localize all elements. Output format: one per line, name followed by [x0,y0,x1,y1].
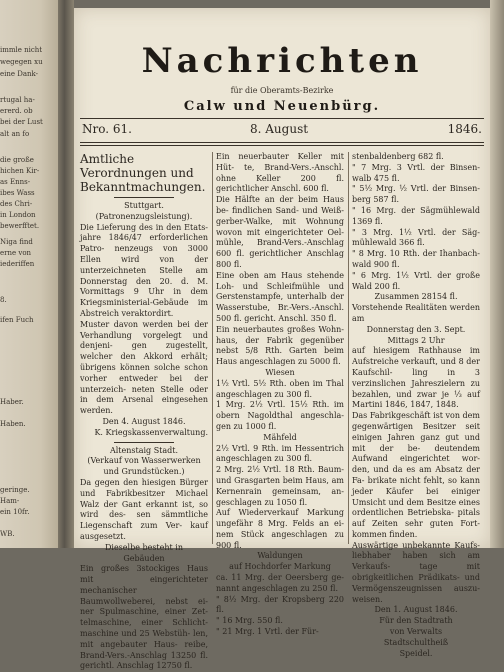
previous-page-line: immle nicht [0,46,43,54]
book-gutter [58,0,74,548]
notice-signature: von Verwalts [389,627,443,637]
notice-text: 2½ Vrtl. 9 Rth. im Hessentrich angeschlagen zu 300 fl. [216,443,344,464]
notice-text: 1 Mrg. 2½ Vrtl. 15½ Rth. im obern Nagoldthal angeschla- gen zu 1000 fl. [216,400,344,431]
notice-text: Das Fabrikgeschäft ist von dem gegenwärtigen Besitzer seit einigen Jahren ganz gut und mit der be- deutendem Aufwand eingerichtet wor- den, und da es am Absatz der Fa- brikate nicht fehlt, so kann jeder Käufer bei einiger Umsicht und dem Besitze eines ordentlichen Betriebska- pitals auf Zeiten sehr guten Fort- kommen finden. [352,411,480,539]
notice-text: Auf Wiederverkauf Markung ungefähr 8 Mrg. Felds an ei- nem Stück angeschlagen zu 900 fl. [216,508,344,550]
notice-text: " 21 Mrg. 1 Vrtl. der Für- [216,627,319,637]
notice-text: Die Lieferung des in den Etats- jahre 1846/47 erforderlichen Patro- nenzeugs von 3000 Ellen wird von der unterzeichneten Stelle am Donnerstag den 20. d. M. Vormittags 9 Uhr in dem Kriegsministerial-Gebäude im Abstreich veraktordirt. [80,222,208,318]
previous-page-line: erne von [0,249,32,257]
notice-subhead: Mähfeld [263,432,297,442]
notice-text: auf Hochdorfer Markung [229,562,331,572]
notice-signature: K. Kriegskassenverwaltung. [94,427,208,437]
notice-text: Vorstehende Realitäten werden am [352,303,480,323]
divider [114,197,174,198]
newspaper-page [74,8,490,671]
notice-text: 1½ Vrtl. 5½ Rth. oben im Thal angeschlagen zu 300 fl. [216,378,344,399]
notice-date: Donnerstag den 3. Sept. Mittags 2 Uhr [366,324,466,345]
newspaper-subtitle: für die Oberamts-Bezirke [230,86,334,95]
previous-page-line: Haber. [0,398,24,406]
notice-text: Ein neuerbautes großes Wohn- haus, der Fabrik gegenüber nebst 5/8 Rth. Garten beim Haus angeschlagen zu 5000 fl. [216,324,344,367]
previous-page-line: Haben. [0,420,26,428]
notice-text: Da gegen den hiesigen Bürger und Fabrikbesitzer Michael Walz der Gant erkannt ist, so wird des- sen sämmtliche Liegenschaft zum Ver- kauf ausgesetzt. [80,477,208,541]
column-separator [348,152,349,544]
notice-text: " 5½ Mrg. ½ Vrtl. der Binsen- berg 587 fl. [352,184,480,205]
column-1 [80,152,208,671]
notice-text: " 8 Mrg. 10 Rth. der Ihanbach- wald 900 fl. [352,249,480,269]
masthead-rule [80,118,484,119]
dateline-place: Stuttgart. [124,201,164,210]
notice-signature: Speidel. [399,648,433,658]
notice-text: Eine oben am Haus stehende Loh- und Schleifmühle und Gerstenstampfe, unterhalb der Wasserstube, Br.-Vers.-Anschl. 500 fl. gericht. Anschl. 350 fl. [216,270,344,323]
notice-text: 2 Mrg. 2½ Vrtl. 18 Rth. Baum- und Grasgarten beim Haus, am Kernenrain gemeinsam, an- geschlagen zu 1050 fl. [216,465,344,507]
newspaper-districts: Calw und Neuenbürg. [183,99,381,114]
previous-page-line: WB. [0,530,15,538]
previous-page-line: alt an fo [0,130,30,138]
masthead [74,42,490,114]
previous-page [0,0,58,548]
newspaper-title: Nachrichten [141,41,423,81]
notice-text: " 16 Mrg. 550 fl. [216,616,283,626]
notice-text: " 7 Mrg. 3 Vrtl. der Binsen- walb 475 fl. [352,162,480,183]
previous-page-line: rtugal ha- [0,96,35,104]
issue-number: Nro. 61. [82,122,132,136]
previous-page-line: eine Dank- [0,70,39,78]
notice-text: ca. 11 Mrg. der Oeersberg ge- nannt angeschlagen zu 250 fl. [216,573,344,593]
notice-text: Gebäuden [123,553,165,563]
previous-page-line: des Chri- [0,200,33,208]
notice-date: Den 4. August 1846. [102,416,186,426]
notice-text: " 8½ Mrg. der Kropsberg 220 fl. [216,594,344,615]
notice-text: " 16 Mrg. der Sägmühlewald 1369 fl. [352,205,480,226]
issue-date: 8. August [250,122,309,136]
previous-page-line: ibes Wass [0,189,35,197]
notice-subhead: Waldungen [257,551,303,561]
column-3 [352,152,480,658]
previous-page-line: ifen Fuch [0,316,34,324]
notice-text: Ein neuerbauter Keller mit Hüt- te, Brand-Vers.-Anschl. ohne Keller 200 fl. gerichtlicher Anschl. 600 fl. [216,152,344,194]
previous-page-line: Niga find [0,238,33,246]
notice-text: Die Hälfte an der beim Haus be- findlichen Sand- und Weiß- gerber-Walke, mit Wohnung wovon mit eingerichteter Oel- mühle, Brand-Vers.-Anschlag 600 fl. gerichtlicher Anschlag 800 fl. [216,195,344,269]
previous-page-line: Ham- [0,497,20,505]
notice-total: Zusammen 28154 fl. [374,292,458,302]
previous-page-line: wegegen xu [0,58,43,66]
page-edge [490,0,504,548]
previous-page-line: as Enns- [0,178,31,186]
notice-signature: Stadtschultheiß [383,637,449,647]
previous-page-line: bei der Lust [0,118,43,126]
issue-year: 1846. [447,122,482,136]
notice-text: " 6 Mrg. 1½ Vrtl. der große Wald 200 fl. [352,270,480,291]
issue-rule [80,142,484,143]
previous-page-line: in London [0,211,36,219]
column-separator [212,152,213,544]
notice-text: " 3 Mrg. 1½ Vrtl. der Säg- mühlewald 366 fl. [352,227,480,248]
notice-text: Ein großes 3stockiges Haus mit eingerichteter mechanischer Baumwollweberei, nebst ei- ner Spulmaschine, einer Zet- telmaschine, einer Schlicht- maschine und 25 Webstüh- len, mit angebauter Haus- reibe, Brand-Vers.-Anschlag 13250 fl. gerichtl. Anschlag 12750 fl. [80,564,208,671]
notice-text: Dieselbe besteht in [104,542,184,552]
section-heading: Amtliche Verordnungen und Bekanntmachungen. [80,152,206,194]
issue-rule-double [80,145,484,146]
notice-signature: Für den Stadtrath [379,616,453,626]
notice-subhead: (Patronenzugsleistung). [95,211,193,221]
issue-line [80,120,484,140]
dateline-place: Altenstaig Stadt. [109,445,179,455]
notice-date: Den 1. August 1846. [374,605,458,615]
previous-page-line: ein 10fr. [0,508,30,516]
previous-page-line: die große [0,156,34,164]
notice-subhead: Wiesen [265,367,295,377]
notice-subhead: (Verkauf von Wasserwerken und Grundstücken.) [87,456,201,477]
notice-text: stenbaldenberg 682 fl. [352,152,444,161]
divider [114,442,174,443]
previous-page-line: iederiffen [0,260,35,268]
column-2 [216,152,344,637]
previous-page-line: hichen Kir- [0,167,40,175]
previous-page-line: geringe. [0,486,30,494]
previous-page-line: bewerfftet. [0,222,40,230]
notice-text: auf hiesigem Rathhause im Aufstreiche verkauft, und 8 der Kaufschil- ling in 3 verzinslichen Jahreszielern zu bezahlen, und zwar je ⅓ auf Martini 1846, 1847, 1848. [352,346,480,410]
previous-page-line: 8. [0,296,7,304]
notice-text: Auswärtige unbekannte Kaufs- liebhaber haben sich am Verkaufs- tage mit obrigkeitlichen Prädikats- und Vermögenszeugnissen auszu- weisen. [352,540,480,604]
previous-page-line: ererd. ob [0,107,33,115]
notice-text: Muster davon werden bei der Verhandlung vorgelegt und denjeni- gen zugestellt, welcher den Akkord erhält; übrigens können solche schon vorher entweder bei der unterzeich- neten Stelle oder in dem Arsenal eingesehen werden. [80,319,208,416]
